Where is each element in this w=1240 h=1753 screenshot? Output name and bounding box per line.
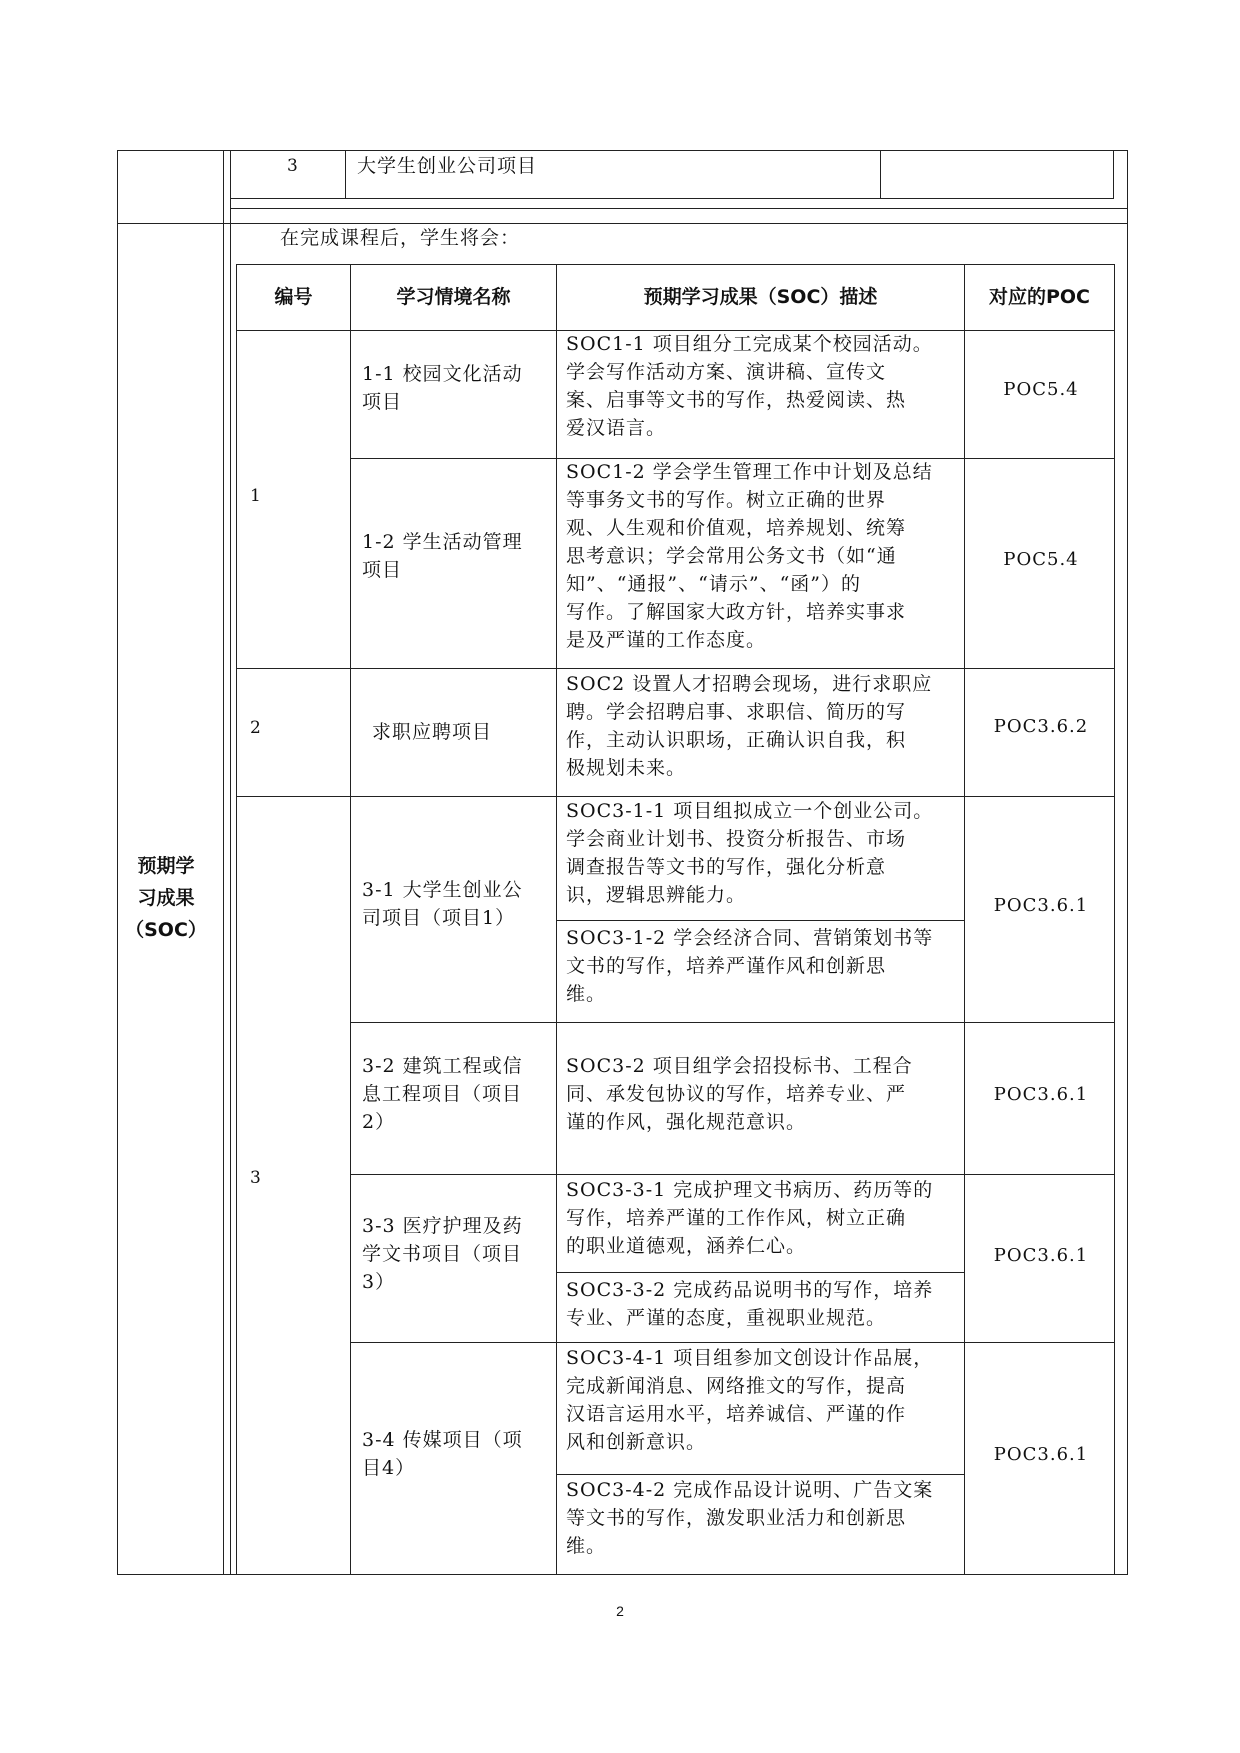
- poc-value: POC5.4: [1003, 549, 1079, 570]
- desc-line: 维。: [566, 1535, 607, 1557]
- desc-line: 的职业道德观，涵养仁心。: [566, 1235, 807, 1257]
- context-name: [362, 360, 552, 416]
- context-name-line: 1-1 校园文化活动: [362, 363, 523, 385]
- soc-description: [566, 670, 962, 782]
- context-name-line: 学文书项目（项目: [362, 1243, 523, 1265]
- context-name-line: 3-3 医疗护理及药: [362, 1215, 523, 1237]
- desc-line: 谨的作风，强化规范意识。: [566, 1111, 807, 1133]
- desc-line: 思考意识；学会常用公务文书（如“通: [566, 545, 897, 567]
- soc-intro: 在完成课程后，学生将会：: [280, 227, 521, 249]
- desc-line: 观、人生观和价值观，培养规划、统筹: [566, 517, 907, 539]
- context-name-line: 目4）: [362, 1457, 416, 1479]
- context-name-line: 项目: [362, 391, 403, 413]
- header-soc-desc: 预期学习成果（SOC）描述: [643, 286, 878, 308]
- header-number: 编号: [274, 286, 313, 308]
- poc-value: POC3.6.2: [993, 716, 1089, 737]
- desc-line: 风和创新意识。: [566, 1431, 707, 1453]
- context-name-line: 2）: [362, 1111, 396, 1133]
- poc-value: POC5.4: [1003, 379, 1079, 400]
- desc-line: SOC1-1 项目组分工完成某个校园活动。: [566, 333, 933, 355]
- desc-line: 完成新闻消息、网络推文的写作，提高: [566, 1375, 907, 1397]
- desc-line: 汉语言运用水平，培养诚信、严谨的作: [566, 1403, 907, 1425]
- context-name: [372, 718, 552, 746]
- desc-line: 识，逻辑思辨能力。: [566, 884, 747, 906]
- poc-value: POC3.6.1: [993, 1084, 1089, 1105]
- context-name-line: 息工程项目（项目: [362, 1083, 523, 1105]
- desc-line: SOC3-3-1 完成护理文书病历、药历等的: [566, 1179, 934, 1201]
- context-name-line: 3-1 大学生创业公: [362, 879, 523, 901]
- top-row-number: 3: [287, 156, 298, 176]
- soc-description: [566, 797, 962, 909]
- desc-line: SOC1-2 学会学生管理工作中计划及总结: [566, 461, 933, 483]
- desc-line: SOC2 设置人才招聘会现场，进行求职应: [566, 673, 933, 695]
- soc-description: [566, 1476, 962, 1560]
- desc-line: 同、承发包协议的写作，培养专业、严: [566, 1083, 907, 1105]
- desc-line: SOC3-3-2 完成药品说明书的写作，培养: [566, 1279, 934, 1301]
- desc-line: 文书的写作，培养严谨作风和创新思: [566, 955, 887, 977]
- desc-line: 作，主动认识职场，正确认识自我，积: [566, 729, 907, 751]
- desc-line: 学会写作活动方案、演讲稿、宣传文: [566, 361, 887, 383]
- context-name: [362, 876, 552, 932]
- context-name-line: 3-4 传媒项目（项: [362, 1429, 523, 1451]
- desc-line: SOC3-4-2 完成作品设计说明、广告文案: [566, 1479, 934, 1501]
- group-number: 2: [250, 718, 261, 738]
- side-label-line: （SOC）: [125, 919, 207, 941]
- context-name-line: 求职应聘项目: [372, 721, 493, 743]
- desc-line: 调查报告等文书的写作，强化分析意: [566, 856, 887, 878]
- desc-line: 维。: [566, 983, 607, 1005]
- desc-line: 知”、“通报”、“请示”、“函”）的: [566, 573, 861, 595]
- soc-description: [566, 924, 962, 1008]
- poc-value: POC3.6.1: [993, 895, 1089, 916]
- desc-line: 专业、严谨的态度，重视职业规范。: [566, 1307, 887, 1329]
- soc-description: [566, 330, 962, 442]
- desc-line: 是及严谨的工作态度。: [566, 629, 767, 651]
- context-name-line: 3）: [362, 1271, 396, 1293]
- desc-line: 写作。了解国家大政方针，培养实事求: [566, 601, 907, 623]
- context-name: [362, 1212, 552, 1296]
- desc-line: 爱汉语言。: [566, 417, 667, 439]
- soc-description: [566, 458, 962, 654]
- context-name-line: 司项目（项目1）: [362, 907, 516, 929]
- desc-line: 等文书的写作，激发职业活力和创新思: [566, 1507, 907, 1529]
- context-name: [362, 1052, 552, 1136]
- desc-line: SOC3-1-1 项目组拟成立一个创业公司。: [566, 800, 934, 822]
- side-label-line: 习成果: [137, 887, 195, 909]
- soc-description: [566, 1176, 962, 1260]
- top-row-name: 大学生创业公司项目: [357, 155, 538, 177]
- desc-line: SOC3-1-2 学会经济合同、营销策划书等: [566, 927, 934, 949]
- desc-line: 聘。学会招聘启事、求职信、简历的写: [566, 701, 907, 723]
- desc-line: 极规划未来。: [566, 757, 687, 779]
- side-label-line: 预期学: [137, 855, 195, 877]
- context-name-line: 3-2 建筑工程或信: [362, 1055, 523, 1077]
- desc-line: SOC3-4-1 项目组参加文创设计作品展，: [566, 1347, 934, 1369]
- poc-value: POC3.6.1: [993, 1245, 1089, 1266]
- soc-description: [566, 1344, 962, 1456]
- desc-line: 等事务文书的写作。树立正确的世界: [566, 489, 887, 511]
- group-number: 3: [250, 1168, 261, 1188]
- page-number: 2: [616, 1603, 624, 1619]
- soc-side-label: [118, 850, 214, 946]
- soc-description: [566, 1052, 962, 1136]
- context-name-line: 项目: [362, 559, 403, 581]
- desc-line: 写作，培养严谨的工作作风，树立正确: [566, 1207, 907, 1229]
- desc-line: 学会商业计划书、投资分析报告、市场: [566, 828, 907, 850]
- header-context-name: 学习情境名称: [396, 286, 511, 308]
- desc-line: SOC3-2 项目组学会招投标书、工程合: [566, 1055, 913, 1077]
- soc-description: [566, 1276, 962, 1332]
- context-name-line: 1-2 学生活动管理: [362, 531, 523, 553]
- context-name: [362, 528, 552, 584]
- desc-line: 案、启事等文书的写作，热爱阅读、热: [566, 389, 907, 411]
- header-poc: 对应的POC: [988, 286, 1091, 308]
- context-name: [362, 1426, 552, 1482]
- group-number: 1: [250, 486, 261, 506]
- poc-value: POC3.6.1: [993, 1444, 1089, 1465]
